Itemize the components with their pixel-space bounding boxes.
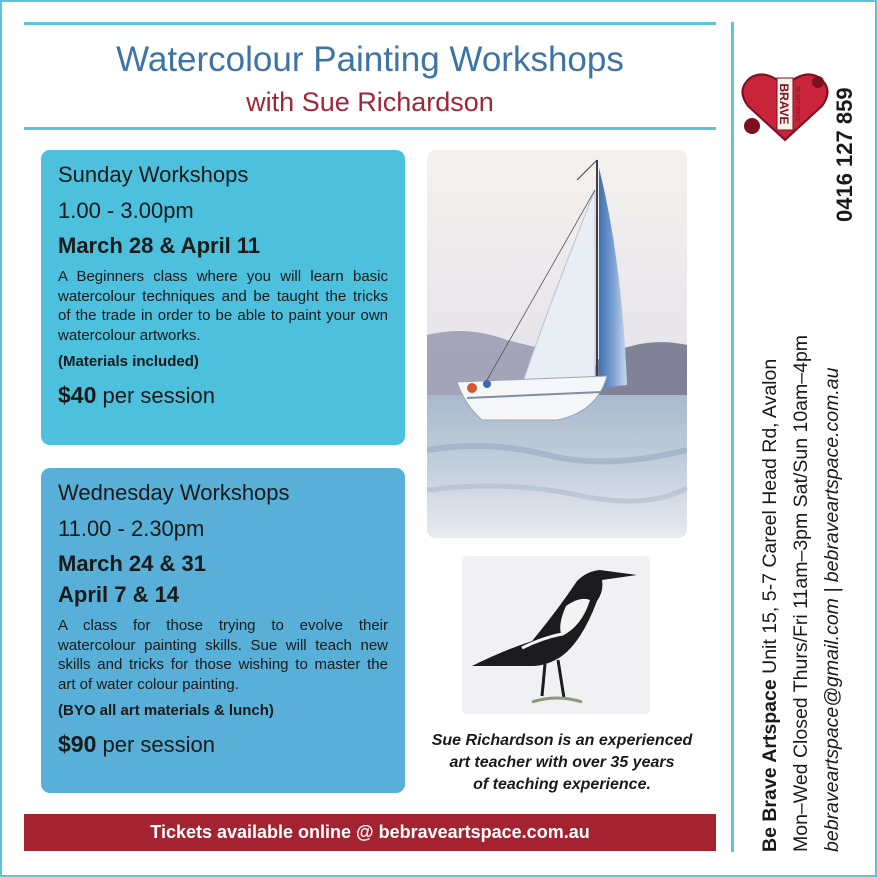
magpie-painting bbox=[462, 556, 650, 714]
wednesday-price-suffix: per session bbox=[96, 732, 215, 757]
thu-fri-hours: 11am–3pm bbox=[790, 507, 812, 615]
top-rule bbox=[24, 22, 716, 25]
page-subtitle: with Sue Richardson bbox=[246, 87, 494, 117]
sailboat-painting-art bbox=[427, 150, 687, 538]
closed-label: Closed bbox=[790, 692, 812, 764]
venue-name: Be Brave Artspace bbox=[759, 679, 781, 852]
opening-hours-line bbox=[786, 232, 817, 852]
sailboat-painting bbox=[427, 150, 687, 538]
contact-line[interactable]: bebraveartspace@gmail.com | bebraveartspace.com.au bbox=[821, 367, 843, 852]
sunday-price: $40 bbox=[58, 382, 97, 408]
wednesday-note: (BYO all art materials & lunch) bbox=[58, 702, 274, 719]
venue-address-line bbox=[755, 232, 786, 852]
sat-sun-days: Sat/Sun bbox=[790, 437, 812, 508]
teacher-bio bbox=[412, 730, 712, 796]
sat-sun-hours: 10am–4pm bbox=[790, 334, 812, 438]
sunday-time: 1.00 - 3.00pm bbox=[58, 198, 194, 223]
wednesday-date-line: April 7 & 14 bbox=[58, 582, 180, 607]
logo-text: BRAVE bbox=[777, 83, 791, 125]
wednesday-dates bbox=[58, 548, 388, 610]
sunday-note: (Materials included) bbox=[58, 353, 199, 370]
wednesday-workshop-card bbox=[41, 468, 405, 793]
wednesday-time: 11.00 - 2.30pm bbox=[58, 516, 205, 541]
sunday-workshop-card bbox=[41, 150, 405, 445]
sidebar-divider bbox=[731, 22, 734, 852]
sunday-date-line: March 28 & April 11 bbox=[58, 233, 261, 258]
be-brave-heart-logo bbox=[740, 68, 830, 143]
wednesday-price: $90 bbox=[58, 731, 97, 757]
wednesday-heading: Wednesday Workshops bbox=[58, 480, 290, 505]
bio-line: of teaching experience. bbox=[473, 776, 651, 793]
logo-small-text: BE ART SPACE bbox=[794, 86, 800, 122]
page-title: Watercolour Painting Workshops bbox=[116, 40, 624, 79]
wednesday-price-line bbox=[58, 731, 388, 758]
thu-fri-days: Thurs/Fri bbox=[790, 614, 812, 693]
sunday-price-suffix: per session bbox=[96, 383, 215, 408]
bio-line: art teacher with over 35 years bbox=[449, 754, 675, 771]
sunday-heading: Sunday Workshops bbox=[58, 162, 249, 187]
title-rule bbox=[24, 127, 716, 130]
closed-days: Mon–Wed bbox=[790, 763, 812, 852]
tickets-banner: Tickets available online @ bebraveartspace.com.au bbox=[24, 814, 716, 851]
sunday-price-line bbox=[58, 382, 388, 409]
sunday-dates bbox=[58, 230, 388, 261]
wednesday-date-line: March 24 & 31 bbox=[58, 551, 206, 576]
wednesday-description: A class for those trying to evolve their watercolour painting skills. Sue will teach new skills and tricks for those wishing to master the art of water colour painting. bbox=[58, 617, 388, 693]
magpie-painting-art bbox=[462, 556, 650, 714]
venue-address: Unit 15, 5-7 Careel Head Rd, Avalon bbox=[759, 358, 781, 680]
sunday-description: A Beginners class where you will learn basic watercolour techniques and be taught the tricks of the trade in order to be able to paint your own watercolour artworks. bbox=[58, 268, 388, 344]
bio-line: Sue Richardson is an experienced bbox=[431, 732, 693, 749]
phone-number[interactable]: 0416 127 859 bbox=[832, 87, 857, 222]
